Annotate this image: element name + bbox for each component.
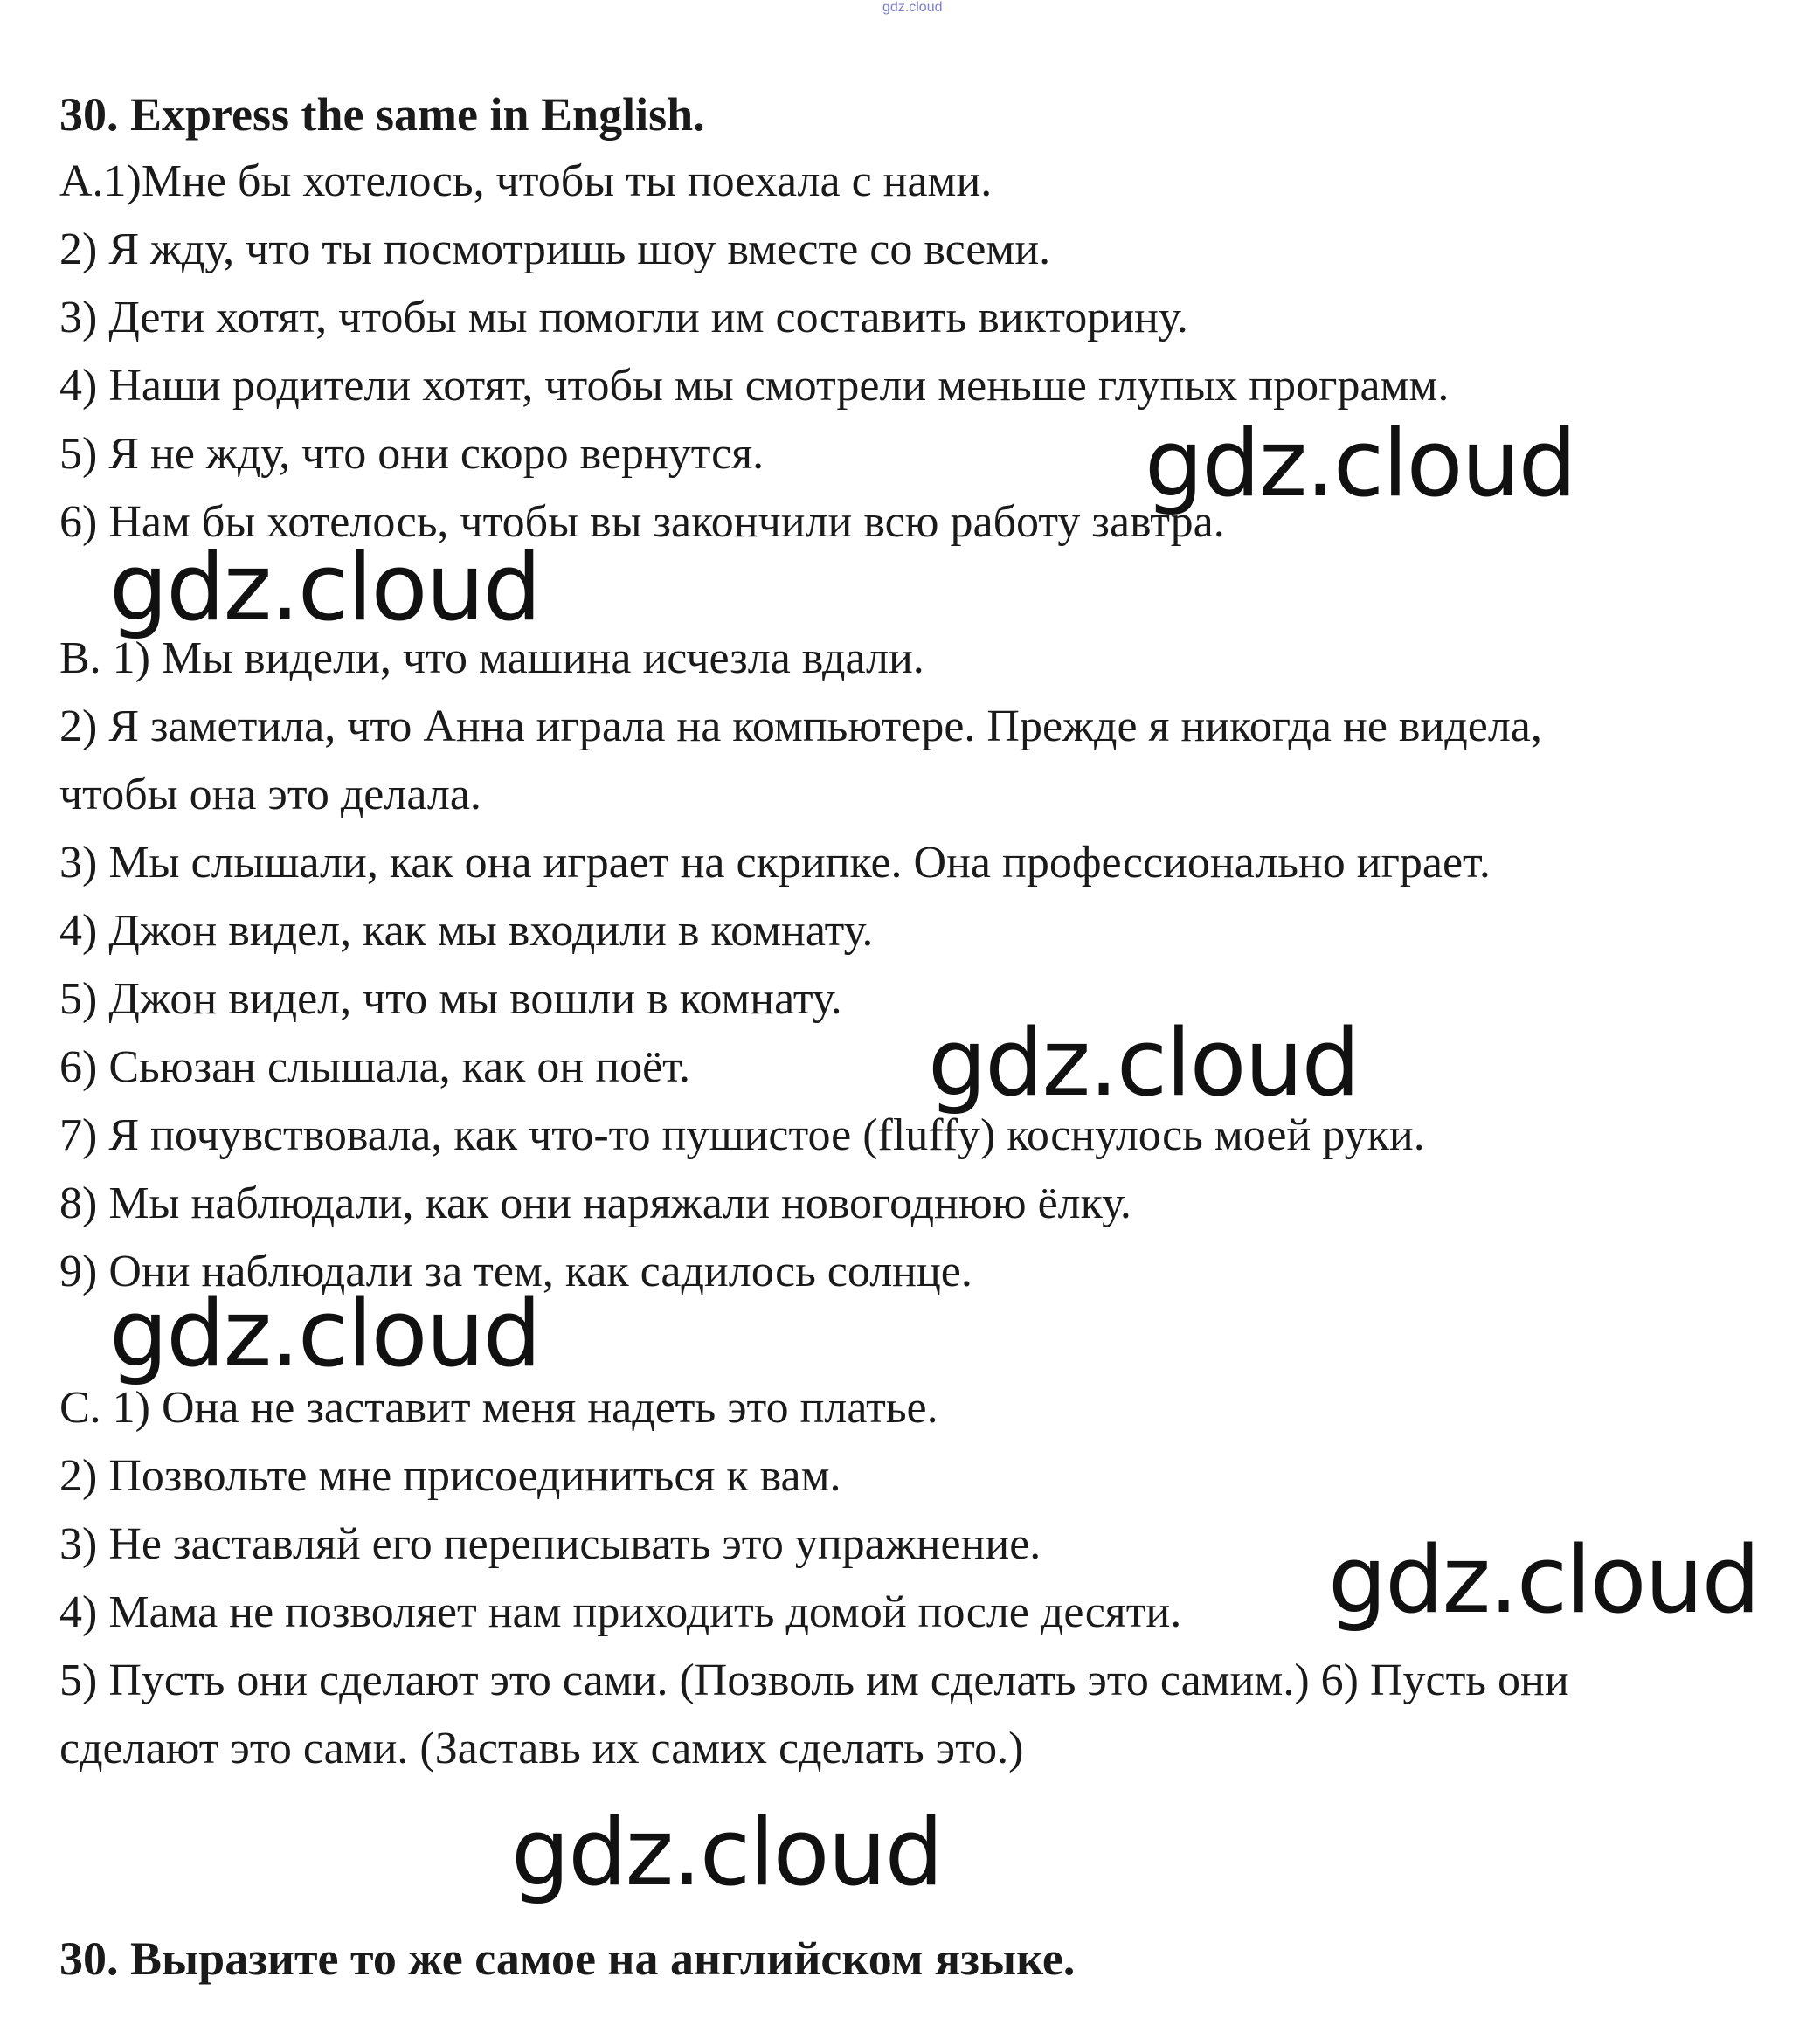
text-line: 4) Джон видел, как мы входили в комнату.: [59, 906, 874, 956]
text-line: 4) Мама не позволяет нам приходить домой после десяти.: [59, 1587, 1182, 1637]
exercise-title: 30. Express the same in English.: [59, 88, 705, 141]
text-line: 2) Я заметила, что Анна играла на компьютере. Прежде я никогда не видела,: [59, 702, 1542, 751]
watermark: gdz.cloud: [109, 1280, 540, 1387]
text-line: сделают это сами. (Заставь их самих сделать это.): [59, 1724, 1024, 1773]
text-line: 7) Я почувствовала, как что-то пушистое (fluffy) коснулось моей руки.: [59, 1110, 1425, 1160]
watermark: gdz.cloud: [928, 1009, 1359, 1116]
watermark: gdz.cloud: [1145, 410, 1575, 517]
text-line: 3) Мы слышали, как она играет на скрипке. Она профессионально играет.: [59, 838, 1491, 888]
watermark: gdz.cloud: [109, 534, 540, 641]
text-line: чтобы она это делала.: [59, 770, 481, 819]
text-line: С. 1) Она не заставит меня надеть это платье.: [59, 1383, 938, 1433]
text-line: 9) Они наблюдали за тем, как садилось солнце.: [59, 1247, 972, 1296]
watermark: gdz.cloud: [1328, 1526, 1759, 1634]
text-line: 8) Мы наблюдали, как они наряжали новогоднюю ёлку.: [59, 1178, 1131, 1228]
translation-title: 30. Выразите то же самое на английском языке.: [59, 1932, 1076, 1985]
text-line: 3) Не заставляй его переписывать это упражнение.: [59, 1519, 1041, 1569]
watermark: gdz.cloud: [511, 1799, 942, 1906]
text-line: 6) Нам бы хотелось, чтобы вы закончили всю работу завтра.: [59, 497, 1225, 547]
text-line: 2) Я жду, что ты посмотришь шоу вместе со всеми.: [59, 225, 1051, 274]
text-line: 6) Сьюзан слышала, как он поёт.: [59, 1042, 690, 1092]
text-line: 5) Пусть они сделают это сами. (Позволь им сделать это самим.) 6) Пусть они: [59, 1655, 1569, 1705]
text-line: 2) Позвольте мне присоединиться к вам.: [59, 1451, 841, 1501]
top-watermark: gdz.cloud: [882, 0, 943, 15]
text-line: А.1)Мне бы хотелось, чтобы ты поехала с нами.: [59, 156, 993, 206]
text-line: 5) Джон видел, что мы вошли в комнату.: [59, 974, 842, 1024]
text-line: 3) Дети хотят, чтобы мы помогли им составить викторину.: [59, 293, 1188, 342]
text-line: В. 1) Мы видели, что машина исчезла вдали.: [59, 633, 924, 683]
text-line: 4) Наши родители хотят, чтобы мы смотрели меньше глупых программ.: [59, 361, 1450, 411]
text-line: 5) Я не жду, что они скоро вернутся.: [59, 429, 765, 479]
